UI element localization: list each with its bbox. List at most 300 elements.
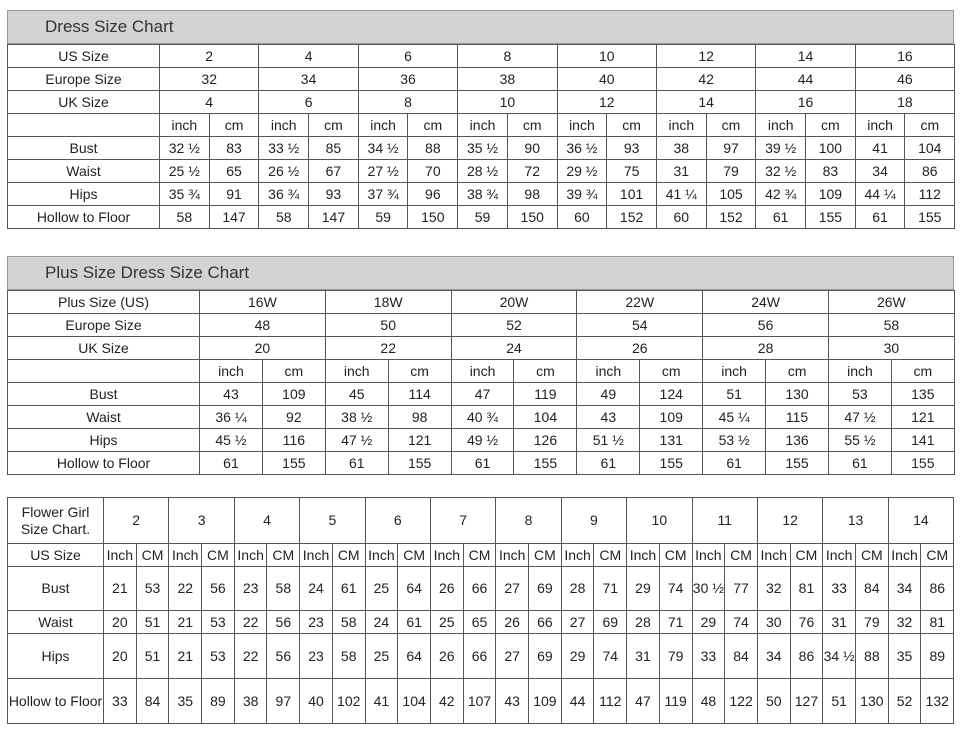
measure-row (8, 611, 954, 634)
measure-value: 132 (921, 679, 954, 724)
unit-inch: Inch (561, 544, 594, 567)
measure-value: 47 ½ (325, 429, 388, 452)
measure-value: 44 (561, 679, 594, 724)
size-value: 32 (160, 68, 259, 91)
size-value: 26 (577, 337, 703, 360)
unit-inch: Inch (627, 544, 660, 567)
size-value: 30 (828, 337, 954, 360)
size-value: 10 (557, 45, 656, 68)
size-value: 24 (451, 337, 577, 360)
size-value: 14 (756, 45, 855, 68)
measure-value: 70 (408, 160, 458, 183)
size-value: 40 (557, 68, 656, 91)
measure-value: 72 (507, 160, 557, 183)
measure-value: 83 (209, 137, 259, 160)
measure-value: 60 (557, 206, 607, 229)
size-value: 12 (557, 91, 656, 114)
measure-value: 155 (262, 452, 325, 475)
unit-cm: CM (725, 544, 758, 567)
unit-inch: inch (160, 114, 210, 137)
measure-value: 29 (627, 567, 660, 611)
measure-value: 88 (855, 634, 888, 679)
measure-value: 47 (451, 383, 514, 406)
row-label: US Size (8, 544, 104, 567)
measure-value: 83 (806, 160, 856, 183)
measure-value: 55 ½ (828, 429, 891, 452)
measure-value: 74 (594, 634, 627, 679)
unit-inch: inch (358, 114, 408, 137)
measure-value: 64 (398, 567, 431, 611)
measure-value: 33 ½ (259, 137, 309, 160)
measure-value: 38 (234, 679, 267, 724)
flower-girl-table (7, 497, 954, 724)
measure-value: 84 (855, 567, 888, 611)
measure-value: 102 (332, 679, 365, 724)
measure-value: 124 (640, 383, 703, 406)
unit-inch: inch (703, 360, 766, 383)
size-value: 14 (888, 498, 953, 544)
unit-row (8, 360, 955, 383)
size-value: 14 (656, 91, 755, 114)
unit-cm: CM (855, 544, 888, 567)
measure-value: 45 ¼ (703, 406, 766, 429)
unit-cm: cm (640, 360, 703, 383)
measure-value: 51 (703, 383, 766, 406)
measure-label: Waist (8, 160, 160, 183)
title-line: Flower Girl (21, 503, 90, 520)
unit-row (8, 114, 955, 137)
measure-value: 65 (463, 611, 496, 634)
measure-value: 30 ½ (692, 567, 725, 611)
size-value: 9 (561, 498, 626, 544)
measure-value: 32 ½ (756, 160, 806, 183)
measure-value: 45 (325, 383, 388, 406)
size-value: 56 (703, 314, 829, 337)
measure-value: 121 (388, 429, 451, 452)
measure-value: 38 ½ (325, 406, 388, 429)
measure-value: 104 (905, 137, 955, 160)
measure-value: 26 (496, 611, 529, 634)
dress-size-table (7, 44, 955, 229)
measure-value: 90 (507, 137, 557, 160)
measure-value: 81 (790, 567, 823, 611)
measure-value: 48 (692, 679, 725, 724)
size-row (8, 498, 954, 544)
size-value: 34 (259, 68, 358, 91)
measure-value: 101 (607, 183, 657, 206)
size-value: 58 (828, 314, 954, 337)
measure-value: 31 (627, 634, 660, 679)
size-value: 2 (160, 45, 259, 68)
size-value: 4 (160, 91, 259, 114)
measure-value: 39 ¾ (557, 183, 607, 206)
measure-value: 61 (332, 567, 365, 611)
measure-value: 147 (309, 206, 359, 229)
measure-value: 38 (656, 137, 706, 160)
row-label: US Size (8, 45, 160, 68)
unit-cm: CM (267, 544, 300, 567)
size-row-uk (8, 337, 955, 360)
measure-value: 20 (104, 634, 137, 679)
measure-value: 100 (806, 137, 856, 160)
measure-value: 22 (234, 634, 267, 679)
measure-value: 27 ½ (358, 160, 408, 183)
measure-value: 41 ¼ (656, 183, 706, 206)
measure-value: 26 (430, 634, 463, 679)
measure-value: 61 (855, 206, 905, 229)
size-value: 20W (451, 291, 577, 314)
size-value: 46 (855, 68, 954, 91)
unit-inch: Inch (823, 544, 856, 567)
size-value: 6 (365, 498, 430, 544)
measure-value: 44 ¼ (855, 183, 905, 206)
unit-cm: CM (463, 544, 496, 567)
measure-value: 93 (607, 137, 657, 160)
measure-value: 43 (577, 406, 640, 429)
measure-row (8, 183, 955, 206)
measure-value: 119 (659, 679, 692, 724)
size-row-europe (8, 314, 955, 337)
measure-row (8, 452, 955, 475)
measure-value: 27 (561, 611, 594, 634)
size-value: 13 (823, 498, 888, 544)
unit-row (8, 544, 954, 567)
unit-inch: inch (200, 360, 263, 383)
measure-value: 61 (451, 452, 514, 475)
measure-value: 41 (365, 679, 398, 724)
size-value: 22 (325, 337, 451, 360)
measure-label: Hollow to Floor (8, 679, 104, 724)
measure-value: 61 (577, 452, 640, 475)
size-value: 22W (577, 291, 703, 314)
measure-value: 92 (262, 406, 325, 429)
size-row-europe (8, 68, 955, 91)
measure-value: 130 (766, 383, 829, 406)
measure-value: 25 (365, 634, 398, 679)
size-value: 16 (756, 91, 855, 114)
measure-value: 61 (200, 452, 263, 475)
measure-value: 28 (627, 611, 660, 634)
measure-value: 28 ½ (458, 160, 508, 183)
measure-value: 98 (388, 406, 451, 429)
measure-value: 66 (463, 634, 496, 679)
measure-value: 51 (136, 611, 169, 634)
unit-cm: cm (607, 114, 657, 137)
measure-label: Hips (8, 183, 160, 206)
measure-value: 126 (514, 429, 577, 452)
measure-value: 155 (766, 452, 829, 475)
measure-value: 29 (561, 634, 594, 679)
unit-inch: inch (656, 114, 706, 137)
measure-value: 112 (905, 183, 955, 206)
measure-value: 42 (430, 679, 463, 724)
measure-value: 155 (806, 206, 856, 229)
measure-value: 33 (823, 567, 856, 611)
measure-value: 35 ¾ (160, 183, 210, 206)
measure-value: 29 ½ (557, 160, 607, 183)
measure-value: 25 (430, 611, 463, 634)
unit-cm: CM (529, 544, 562, 567)
measure-value: 89 (921, 634, 954, 679)
measure-value: 26 ½ (259, 160, 309, 183)
size-value: 8 (496, 498, 561, 544)
measure-value: 23 (300, 611, 333, 634)
measure-value: 136 (766, 429, 829, 452)
plus-size-table (7, 290, 955, 475)
size-value: 50 (325, 314, 451, 337)
measure-value: 66 (529, 611, 562, 634)
measure-row (8, 634, 954, 679)
size-value: 8 (358, 91, 457, 114)
measure-label: Hollow to Floor (8, 206, 160, 229)
measure-value: 74 (659, 567, 692, 611)
measure-value: 43 (200, 383, 263, 406)
unit-cm: cm (309, 114, 359, 137)
measure-value: 58 (332, 611, 365, 634)
measure-value: 53 ½ (703, 429, 766, 452)
row-label: UK Size (8, 337, 200, 360)
size-value: 18 (855, 91, 954, 114)
measure-value: 47 (627, 679, 660, 724)
measure-value: 20 (104, 611, 137, 634)
measure-value: 86 (790, 634, 823, 679)
measure-value: 43 (496, 679, 529, 724)
size-value: 16W (200, 291, 326, 314)
measure-value: 53 (828, 383, 891, 406)
measure-value: 35 ½ (458, 137, 508, 160)
measure-value: 155 (514, 452, 577, 475)
measure-label: Waist (8, 611, 104, 634)
measure-row (8, 429, 955, 452)
row-label: Europe Size (8, 68, 160, 91)
size-value: 7 (430, 498, 495, 544)
unit-cm: CM (594, 544, 627, 567)
measure-row (8, 137, 955, 160)
unit-inch: Inch (300, 544, 333, 567)
measure-value: 61 (828, 452, 891, 475)
unit-cm: CM (790, 544, 823, 567)
measure-row (8, 160, 955, 183)
unit-inch: inch (557, 114, 607, 137)
measure-value: 88 (408, 137, 458, 160)
size-value: 24W (703, 291, 829, 314)
measure-value: 38 ¾ (458, 183, 508, 206)
measure-value: 32 (757, 567, 790, 611)
measure-label: Hollow to Floor (8, 452, 200, 475)
unit-inch: Inch (234, 544, 267, 567)
measure-row (8, 679, 954, 724)
measure-value: 96 (408, 183, 458, 206)
measure-label: Bust (8, 137, 160, 160)
size-value: 3 (169, 498, 234, 544)
measure-value: 33 (104, 679, 137, 724)
size-value: 54 (577, 314, 703, 337)
measure-value: 119 (514, 383, 577, 406)
measure-value: 58 (160, 206, 210, 229)
measure-value: 84 (136, 679, 169, 724)
measure-label: Bust (8, 383, 200, 406)
measure-value: 53 (202, 611, 235, 634)
size-value: 10 (458, 91, 557, 114)
measure-value: 53 (136, 567, 169, 611)
measure-value: 39 ½ (756, 137, 806, 160)
measure-value: 152 (607, 206, 657, 229)
measure-value: 59 (358, 206, 408, 229)
measure-value: 81 (921, 611, 954, 634)
measure-value: 37 ¾ (358, 183, 408, 206)
measure-value: 69 (529, 567, 562, 611)
measure-value: 26 (430, 567, 463, 611)
size-value: 48 (200, 314, 326, 337)
unit-inch: inch (458, 114, 508, 137)
unit-inch: inch (577, 360, 640, 383)
measure-value: 112 (594, 679, 627, 724)
measure-value: 89 (202, 679, 235, 724)
measure-value: 52 (888, 679, 921, 724)
unit-cm: CM (332, 544, 365, 567)
size-value: 2 (104, 498, 169, 544)
measure-value: 116 (262, 429, 325, 452)
measure-label: Hips (8, 634, 104, 679)
unit-cm: cm (209, 114, 259, 137)
measure-value: 58 (259, 206, 309, 229)
measure-value: 36 ¼ (200, 406, 263, 429)
measure-row (8, 383, 955, 406)
size-value: 6 (259, 91, 358, 114)
unit-inch: inch (855, 114, 905, 137)
unit-cm: cm (891, 360, 954, 383)
unit-cm: cm (507, 114, 557, 137)
measure-value: 66 (463, 567, 496, 611)
measure-value: 31 (656, 160, 706, 183)
measure-value: 40 ¾ (451, 406, 514, 429)
measure-value: 21 (169, 611, 202, 634)
measure-value: 56 (202, 567, 235, 611)
measure-value: 51 ½ (577, 429, 640, 452)
measure-value: 56 (267, 634, 300, 679)
measure-value: 34 (855, 160, 905, 183)
size-value: 6 (358, 45, 457, 68)
measure-row (8, 567, 954, 611)
measure-value: 98 (507, 183, 557, 206)
measure-value: 34 (757, 634, 790, 679)
size-value: 10 (627, 498, 692, 544)
measure-value: 61 (756, 206, 806, 229)
measure-value: 104 (398, 679, 431, 724)
measure-value: 109 (806, 183, 856, 206)
measure-value: 135 (891, 383, 954, 406)
measure-value: 77 (725, 567, 758, 611)
blank-cell (8, 114, 160, 137)
measure-value: 34 ½ (358, 137, 408, 160)
size-value: 52 (451, 314, 577, 337)
measure-value: 67 (309, 160, 359, 183)
row-label: Europe Size (8, 314, 200, 337)
measure-value: 56 (267, 611, 300, 634)
measure-value: 36 ½ (557, 137, 607, 160)
measure-value: 84 (725, 634, 758, 679)
unit-inch: inch (756, 114, 806, 137)
measure-value: 105 (706, 183, 756, 206)
unit-inch: inch (259, 114, 309, 137)
unit-cm: cm (388, 360, 451, 383)
measure-value: 79 (659, 634, 692, 679)
unit-cm: cm (905, 114, 955, 137)
flower-chart-title (8, 498, 104, 544)
measure-value: 86 (905, 160, 955, 183)
blank-cell (8, 360, 200, 383)
measure-value: 25 ½ (160, 160, 210, 183)
size-value: 42 (656, 68, 755, 91)
size-value: 36 (358, 68, 457, 91)
measure-row (8, 406, 955, 429)
unit-inch: Inch (496, 544, 529, 567)
size-value: 18W (325, 291, 451, 314)
size-value: 8 (458, 45, 557, 68)
measure-value: 115 (766, 406, 829, 429)
measure-value: 33 (692, 634, 725, 679)
measure-value: 69 (594, 611, 627, 634)
row-label: UK Size (8, 91, 160, 114)
measure-value: 141 (891, 429, 954, 452)
row-label: Plus Size (US) (8, 291, 200, 314)
measure-value: 21 (169, 634, 202, 679)
unit-cm: CM (202, 544, 235, 567)
measure-value: 27 (496, 567, 529, 611)
measure-value: 21 (104, 567, 137, 611)
unit-cm: CM (659, 544, 692, 567)
size-value: 5 (300, 498, 365, 544)
measure-value: 150 (408, 206, 458, 229)
unit-cm: CM (398, 544, 431, 567)
measure-value: 74 (725, 611, 758, 634)
measure-value: 61 (703, 452, 766, 475)
measure-value: 131 (640, 429, 703, 452)
measure-value: 41 (855, 137, 905, 160)
size-value: 28 (703, 337, 829, 360)
measure-value: 34 ½ (823, 634, 856, 679)
size-value: 44 (756, 68, 855, 91)
measure-value: 65 (209, 160, 259, 183)
unit-cm: cm (766, 360, 829, 383)
measure-value: 109 (640, 406, 703, 429)
measure-value: 75 (607, 160, 657, 183)
dress-size-chart (7, 10, 954, 229)
measure-value: 76 (790, 611, 823, 634)
measure-value: 86 (921, 567, 954, 611)
measure-value: 61 (398, 611, 431, 634)
size-value: 38 (458, 68, 557, 91)
measure-value: 49 (577, 383, 640, 406)
measure-value: 121 (891, 406, 954, 429)
measure-value: 28 (561, 567, 594, 611)
measure-value: 50 (757, 679, 790, 724)
measure-value: 42 ¾ (756, 183, 806, 206)
flower-girl-chart (7, 497, 954, 724)
unit-inch: Inch (757, 544, 790, 567)
measure-value: 23 (300, 634, 333, 679)
size-value: 11 (692, 498, 757, 544)
size-value: 12 (757, 498, 822, 544)
measure-value: 51 (823, 679, 856, 724)
measure-value: 79 (855, 611, 888, 634)
measure-value: 35 (169, 679, 202, 724)
unit-inch: inch (828, 360, 891, 383)
unit-cm: cm (262, 360, 325, 383)
measure-value: 61 (325, 452, 388, 475)
size-value: 20 (200, 337, 326, 360)
measure-value: 107 (463, 679, 496, 724)
